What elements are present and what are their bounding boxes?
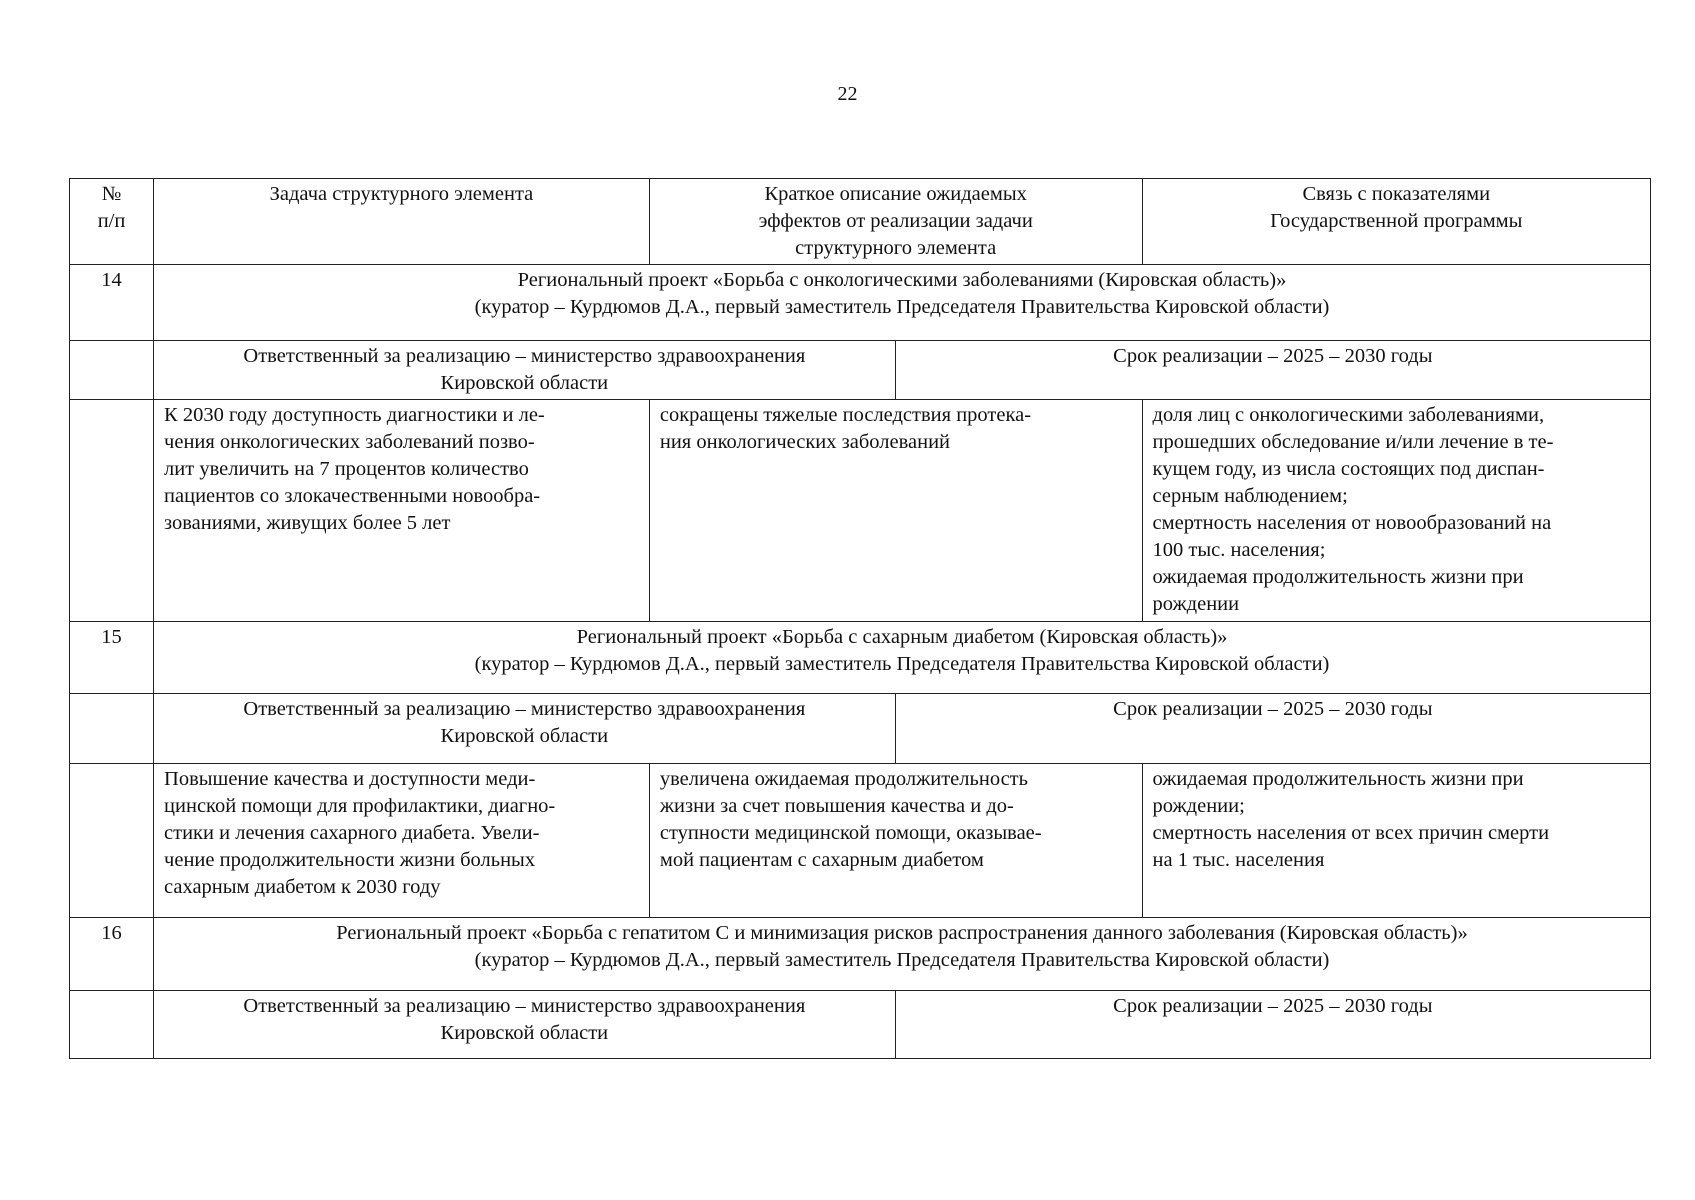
project-curator: (куратор – Курдюмов Д.А., первый заместитель Председателя Правительства Кировской области) [474,949,1330,971]
column-header-task [154,179,650,265]
link-cell [1142,400,1650,622]
column-header-number-line: № [101,183,122,205]
task-line: пациентов со злокачественными новообра- [164,485,541,507]
column-header-number-line: п/п [97,210,126,232]
link-line: ожидаемая продолжительность жизни при [1152,566,1524,588]
row-number: 16 [70,918,154,991]
term-cell [895,341,1650,400]
project-row [70,918,1651,991]
effects-cell [649,764,1142,918]
task-line: сахарным диабетом к 2030 году [164,876,441,898]
project-title: Региональный проект «Борьба с сахарным диабетом (Кировская область)» [576,626,1228,648]
project-row [70,622,1651,694]
task-line: цинской помощи для профилактики, диагно- [164,795,556,817]
project-title: Региональный проект «Борьба с гепатитом С и минимизация рисков распространения данного заболевания (Кировская область)» [336,922,1468,944]
task-line: зованиями, живущих более 5 лет [164,512,451,534]
effects-line: сокращены тяжелые последствия протека- [659,404,1032,426]
task-line: лит увеличить на 7 процентов количество [164,458,529,480]
term-text: Срок реализации – 2025 – 2030 годы [1113,345,1433,367]
project-title-cell [154,265,1651,341]
term-cell [895,694,1650,764]
link-line: смертность населения от всех причин смерти [1152,822,1550,844]
link-line: ожидаемая продолжительность жизни при [1152,768,1524,790]
empty-number-cell [70,991,154,1059]
project-title: Региональный проект «Борьба с онкологическими заболеваниями (Кировская область)» [517,269,1287,291]
responsible-row [70,341,1651,400]
empty-number-cell [70,694,154,764]
responsible-line: Кировской области [440,372,609,394]
responsible-cell [154,694,896,764]
page-number: 22 [837,83,858,105]
project-row [70,265,1651,341]
column-header-effects-line: Краткое описание ожидаемых [764,183,1027,205]
task-cell [154,764,650,918]
effects-line: увеличена ожидаемая продолжительность [659,768,1028,790]
link-cell [1142,764,1650,918]
project-curator: (куратор – Курдюмов Д.А., первый заместитель Председателя Правительства Кировской области) [474,296,1330,318]
link-line: кущем году, из числа состоящих под диспан- [1152,458,1545,480]
column-header-effects-line: структурного элемента [795,237,997,259]
responsible-row [70,694,1651,764]
task-line: чения онкологических заболеваний позво- [164,431,535,453]
task-line: К 2030 году доступность диагностики и ле- [164,404,545,426]
program-table [69,178,1651,1059]
effects-line: ступности медицинской помощи, оказывае- [659,822,1042,844]
task-cell [154,400,650,622]
link-line: рождении; [1152,795,1245,817]
task-line: Повышение качества и доступности меди- [164,768,536,790]
link-line: 100 тыс. населения; [1152,539,1326,561]
term-text: Срок реализации – 2025 – 2030 годы [1113,995,1433,1017]
responsible-cell [154,341,896,400]
link-line: рождении [1152,593,1240,615]
task-row [70,764,1651,918]
column-header-effects [649,179,1142,265]
column-header-link [1142,179,1650,265]
project-title-cell [154,622,1651,694]
link-line: смертность населения от новообразований на [1152,512,1552,534]
task-row [70,400,1651,622]
link-line: серным наблюдением; [1152,485,1348,507]
empty-number-cell [70,400,154,622]
responsible-line: Ответственный за реализацию – министерство здравоохранения [243,995,806,1017]
responsible-row [70,991,1651,1059]
effects-cell [649,400,1142,622]
project-title-cell [154,918,1651,991]
task-line: стики и лечения сахарного диабета. Увели- [164,822,540,844]
column-header-effects-line: эффектов от реализации задачи [758,210,1033,232]
column-header-task-text: Задача структурного элемента [269,183,534,205]
link-line: на 1 тыс. населения [1152,849,1325,871]
table-header-row [70,179,1651,265]
column-header-number [70,179,154,265]
empty-number-cell [70,764,154,918]
responsible-line: Кировской области [440,1022,609,1044]
term-cell [895,991,1650,1059]
link-line: прошедших обследование и/или лечение в те- [1152,431,1554,453]
empty-number-cell [70,341,154,400]
effects-line: ния онкологических заболеваний [659,431,951,453]
responsible-cell [154,991,896,1059]
column-header-link-line: Государственной программы [1270,210,1523,232]
responsible-line: Ответственный за реализацию – министерство здравоохранения [243,698,806,720]
task-line: чение продолжительности жизни больных [164,849,536,871]
row-number: 15 [70,622,154,694]
effects-line: мой пациентам с сахарным диабетом [659,849,984,871]
link-line: доля лиц с онкологическими заболеваниями, [1152,404,1545,426]
effects-line: жизни за счет повышения качества и до- [659,795,1014,817]
project-curator: (куратор – Курдюмов Д.А., первый заместитель Председателя Правительства Кировской области) [474,653,1330,675]
column-header-link-line: Связь с показателями [1302,183,1491,205]
responsible-line: Ответственный за реализацию – министерство здравоохранения [243,345,806,367]
row-number: 14 [70,265,154,341]
responsible-line: Кировской области [440,725,609,747]
term-text: Срок реализации – 2025 – 2030 годы [1113,698,1433,720]
